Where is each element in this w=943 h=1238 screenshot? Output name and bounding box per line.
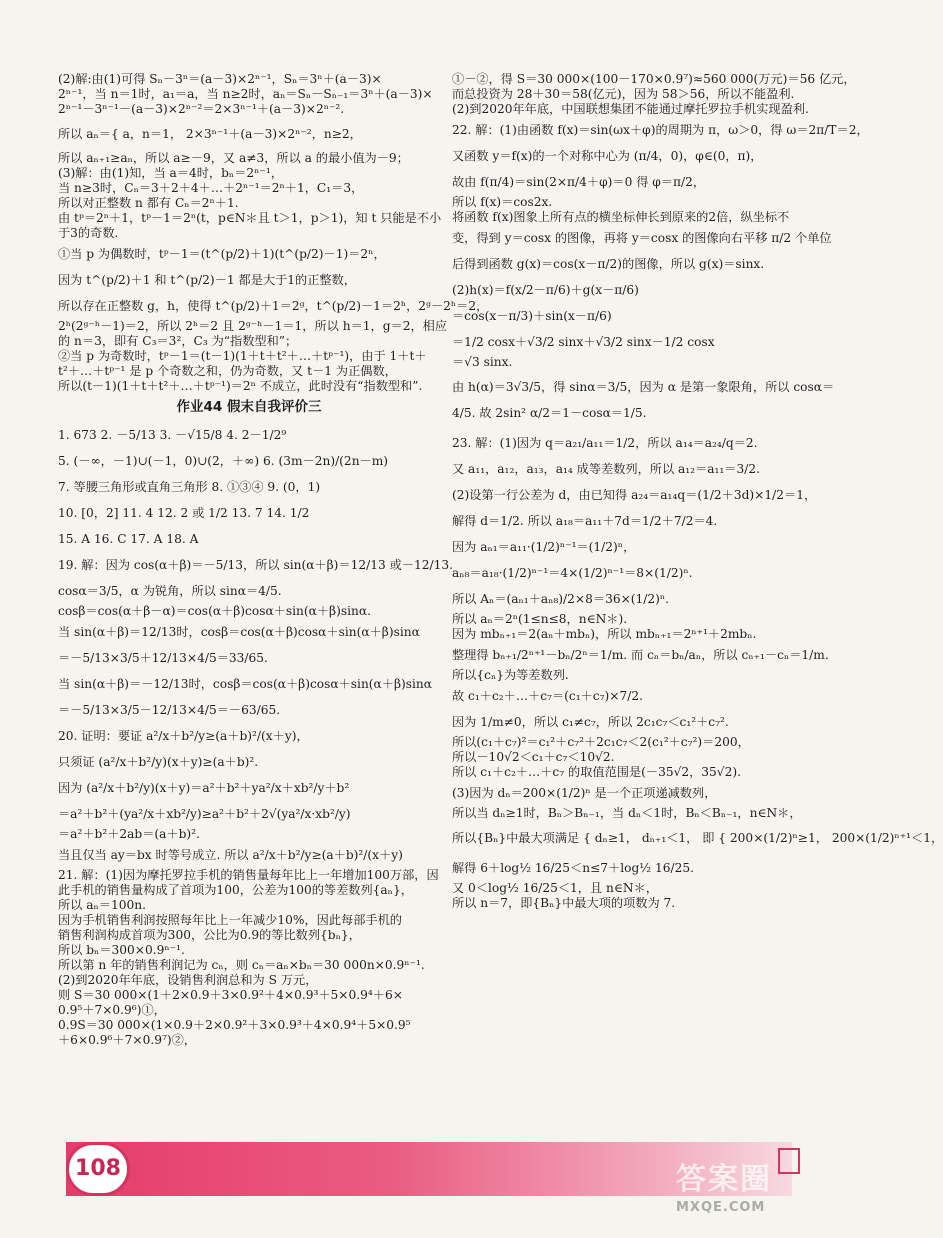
text-line: 变，得到 y＝cosx 的图像，再将 y＝cosx 的图像向右平移 π/2 个单位	[452, 231, 832, 245]
text-line: 因为 t^(p/2)＋1 和 t^(p/2)－1 都是大于1的正整数，	[58, 273, 356, 287]
text-line: 所以第 n 年的销售利润记为 cₙ，则 cₙ＝aₙ×bₙ＝30 000n×0.9ⁿ⁻¹.	[58, 958, 425, 972]
text-line: 所以 aₙ＝2ⁿ(1≤n≤8，n∈N＊).	[452, 612, 628, 626]
text-line: ＝－5/13×3/5＋12/13×4/5＝33/65.	[58, 651, 268, 665]
text-line: 所以存在正整数 g，h，使得 t^(p/2)＋1＝2ᵍ，t^(p/2)－1＝2ʰ，2ᵍ－2ʰ＝2，	[58, 299, 489, 313]
text-line: ＋6×0.9⁶＋7×0.9⁷)②，	[58, 1033, 196, 1047]
text-line: ①－②，得 S＝30 000×(100－170×0.9⁷)≈560 000(万元)＝56 亿元，	[452, 72, 856, 86]
text-line: 23. 解：(1)因为 q＝a₂₁/a₁₁＝1/2，所以 a₁₄＝a₂₄/q＝2.	[452, 436, 758, 450]
text-line: 22. 解：(1)由函数 f(x)＝sin(ωx＋φ)的周期为 π，ω＞0，得 ω＝2π/T＝2，	[452, 123, 869, 137]
text-line: t²＋…＋tᵖ⁻¹ 是 p 个奇数之和，仍为奇数，又 t－1 为正偶数，	[58, 364, 397, 378]
text-line: 0.9⁵＋7×0.9⁶)①，	[58, 1003, 166, 1017]
text-line: ＝a²＋b²＋(ya²/x＋xb²/y)≥a²＋b²＋2√(ya²/x·xb²/y)	[58, 807, 351, 821]
answer-line: 1. 673 2. －5/13 3. －√15/8 4. 2－1/2⁹	[58, 428, 287, 442]
text-line: 又函数 y＝f(x)的一个对称中心为 (π/4，0)，φ∈(0，π)，	[452, 149, 763, 163]
text-line: 所以当 dₙ≥1时，Bₙ＞Bₙ₋₁，当 dₙ＜1时，Bₙ＜Bₙ₋₁，n∈N＊，	[452, 806, 802, 820]
text-line: 当 sin(α＋β)＝－12/13时，cosβ＝cos(α＋β)cosα＋sin(α＋β)sinα	[58, 677, 432, 691]
answer-line: 5. (－∞，－1)∪(－1，0)∪(2，＋∞) 6. (3m－2n)/(2n－m)	[58, 454, 389, 468]
text-line: 因为 1/m≠0，所以 c₁≠c₇，所以 2c₁c₇＜c₁²＋c₇².	[452, 715, 729, 729]
answer-line: 15. A 16. C 17. A 18. A	[58, 532, 199, 546]
text-line: 所以 f(x)＝cos2x.	[452, 195, 553, 209]
text-line: 所以 aₙ₊₁≥aₙ，所以 a≥－9，又 a≠3，所以 a 的最小值为－9；	[58, 151, 409, 165]
text-line: 将函数 f(x)图象上所有点的横坐标伸长到原来的2倍，纵坐标不	[452, 210, 790, 224]
text-line: 后得到函数 g(x)＝cos(x－π/2)的图像，所以 g(x)＝sinx.	[452, 257, 765, 271]
text-line: 当且仅当 ay＝bx 时等号成立. 所以 a²/x＋b²/y≥(a＋b)²/(x＋y)	[58, 848, 403, 862]
text-line: 2ʰ(2ᵍ⁻ʰ－1)＝2，所以 2ʰ＝2 且 2ᵍ⁻ʰ－1＝1，所以 h＝1，g＝2，相应	[58, 319, 448, 333]
text-line: (2)到2020年年底，设销售利润总和为 S 万元，	[58, 973, 318, 987]
text-line: 由 tᵖ＝2ⁿ＋1，tᵖ－1＝2ⁿ(t，p∈N＊且 t＞1，p＞1)，知 t 只能是不小	[58, 211, 442, 225]
text-line: 整理得 bₙ₊₁/2ⁿ⁺¹－bₙ/2ⁿ＝1/m. 而 cₙ＝bₙ/aₙ，所以 cₙ₊₁－cₙ＝1/m.	[452, 648, 829, 662]
text-line: ＝－5/13×3/5－12/13×4/5＝－63/65.	[58, 703, 281, 717]
text-line: (3)解：由(1)知，当 a＝4时，bₙ＝2ⁿ⁻¹，	[58, 166, 283, 180]
page-number: 108	[66, 1142, 130, 1196]
text-line: 销售利润构成首项为300，公比为0.9的等比数列{bₙ}，	[58, 928, 361, 942]
text-line: 所以(c₁＋c₇)²＝c₁²＋c₇²＋2c₁c₇＜2(c₁²＋c₇²)＝200，	[452, 735, 750, 749]
text-line: 所以{Bₙ}中最大项满足 { dₙ≥1， dₙ₊₁＜1， 即 { 200×(1/2)ⁿ≥1， 200×(1/2)ⁿ⁺¹＜1，	[452, 831, 943, 845]
text-line: cosβ＝cos(α＋β－α)＝cos(α＋β)cosα＋sin(α＋β)sinα.	[58, 604, 371, 618]
text-line: (2)设第一行公差为 d，由已知得 a₂₄＝a₁₄q＝(1/2＋3d)×1/2＝1，	[452, 488, 817, 502]
text-line: 20. 证明：要证 a²/x＋b²/y≥(a＋b)²/(x＋y)，	[58, 729, 309, 743]
text-line: ①当 p 为偶数时，tᵖ－1＝(t^(p/2)＋1)(t^(p/2)－1)＝2ⁿ，	[58, 247, 386, 261]
watermark-url: MXQE.COM	[676, 1200, 766, 1215]
text-line: 因为手机销售利润按照每年比上一年减少10%，因此每部手机的	[58, 913, 402, 927]
watermark-logo: 答案圈	[676, 1162, 772, 1197]
watermark	[676, 1160, 794, 1230]
answer-line: 7. 等腰三角形或直角三角形 8. ①③④ 9. (0，1)	[58, 480, 321, 494]
answer-line: 10. [0，2] 11. 4 12. 2 或 1/2 13. 7 14. 1/2	[58, 506, 310, 520]
text-line: 则 S＝30 000×(1＋2×0.9＋3×0.9²＋4×0.9³＋5×0.9⁴＋6×	[58, 988, 403, 1002]
text-line: (2)解:由(1)可得 Sₙ－3ⁿ＝(a－3)×2ⁿ⁻¹，Sₙ＝3ⁿ＋(a－3)×	[58, 72, 382, 86]
text-line: 所以(t－1)(1＋t＋t²＋…＋tᵖ⁻¹)＝2ⁿ 不成立，此时没有“指数型和”.	[58, 379, 423, 393]
text-line: 又 a₁₁，a₁₂，a₁₃，a₁₄ 成等差数列，所以 a₁₂＝a₁₁＝3/2.	[452, 462, 760, 476]
text-line: 解得 d＝1/2. 所以 a₁₈＝a₁₁＋7d＝1/2＋7/2＝4.	[452, 514, 718, 528]
text-line: 所以 n＝7，即{Bₙ}中最大项的项数为 7.	[452, 896, 676, 910]
text-line: 所以 aₙ＝{ a，n＝1， 2×3ⁿ⁻¹＋(a－3)×2ⁿ⁻²，n≥2，	[58, 127, 362, 141]
text-line: (2)h(x)＝f(x/2－π/6)＋g(x－π/6)	[452, 283, 639, 297]
text-line: cosα＝3/5，α 为锐角，所以 sinα＝4/5.	[58, 584, 282, 598]
text-line: aₙ₈＝a₁₈·(1/2)ⁿ⁻¹＝4×(1/2)ⁿ⁻¹＝8×(1/2)ⁿ.	[452, 566, 693, 580]
section-title: 作业44 假末自我评价三	[176, 399, 322, 415]
text-line: ＝a²＋b²＋2ab＝(a＋b)².	[58, 827, 200, 841]
right-column	[452, 72, 943, 911]
text-line: 所以对正整数 n 都有 Cₙ＝2ⁿ＋1.	[58, 196, 239, 210]
text-line: 的 n＝3，即有 C₃＝3²，C₃ 为“指数型和”；	[58, 334, 298, 348]
text-line: 此手机的销售量构成了首项为100，公差为100的等差数列{aₙ}，	[58, 883, 413, 897]
text-line: 所以 bₙ＝300×0.9ⁿ⁻¹.	[58, 943, 185, 957]
text-line: 于3的奇数.	[58, 226, 119, 240]
text-line: 所以 Aₙ＝(aₙ₁＋aₙ₈)/2×8＝36×(1/2)ⁿ.	[452, 592, 670, 606]
text-line: 当 n≥3时，Cₙ＝3＋2＋4＋…＋2ⁿ⁻¹＝2ⁿ＋1，C₁＝3，	[58, 181, 364, 195]
text-line: 所以－10√2＜c₁＋c₇＜10√2.	[452, 750, 615, 764]
text-line: ＝√3 sinx.	[452, 355, 513, 369]
text-line: 2ⁿ⁻¹，当 n＝1时，a₁＝a，当 n≥2时，aₙ＝Sₙ－Sₙ₋₁＝3ⁿ＋(a－3)×	[58, 87, 433, 101]
text-line: 2ⁿ⁻¹－3ⁿ⁻¹－(a－3)×2ⁿ⁻²＝2×3ⁿ⁻¹＋(a－3)×2ⁿ⁻².	[58, 102, 345, 116]
text-line: 当 sin(α＋β)＝12/13时，cosβ＝cos(α＋β)cosα＋sin(α＋β)sinα	[58, 625, 420, 639]
text-line: 解得 6＋log½ 16/25＜n≤7＋log½ 16/25.	[452, 861, 694, 875]
text-line: 19. 解：因为 cos(α＋β)＝－5/13，所以 sin(α＋β)＝12/13 或－12/13.	[58, 558, 453, 572]
text-line: ＝1/2 cosx＋√3/2 sinx＋√3/2 sinx－1/2 cosx	[452, 335, 715, 349]
text-line: 故由 f(π/4)＝sin(2×π/4＋φ)＝0 得 φ＝π/2，	[452, 175, 706, 189]
text-line: 0.9S＝30 000×(1×0.9＋2×0.9²＋3×0.9³＋4×0.9⁴＋5×0.9⁵	[58, 1018, 411, 1032]
text-line: 21. 解：(1)因为摩托罗拉手机的销售量每年比上一年增加100万部，因	[58, 868, 439, 882]
text-line: 由 h(α)＝3√3/5，得 sinα＝3/5，因为 α 是第一象限角，所以 cosα＝	[452, 380, 835, 394]
text-line: 所以{cₙ}为等差数列.	[452, 668, 569, 682]
text-line: 又 0＜log½ 16/25＜1，且 n∈N＊，	[452, 881, 658, 895]
text-line: (2)到2020年年底，中国联想集团不能通过摩托罗拉手机实现盈利.	[452, 102, 809, 116]
text-line: 所以 c₁＋c₂＋…＋c₇ 的取值范围是(－35√2，35√2).	[452, 765, 741, 779]
text-line: 因为 (a²/x＋b²/y)(x＋y)＝a²＋b²＋ya²/x＋xb²/y＋b²	[58, 781, 350, 795]
text-line: 故 c₁＋c₂＋…＋c₇＝(c₁＋c₇)×7/2.	[452, 689, 643, 703]
text-line: 所以 aₙ＝100n.	[58, 898, 146, 912]
text-line: 因为 aₙ₁＝a₁₁·(1/2)ⁿ⁻¹＝(1/2)ⁿ，	[452, 540, 636, 554]
text-line: 只须证 (a²/x＋b²/y)(x＋y)≥(a＋b)².	[58, 755, 259, 769]
text-line: 因为 mbₙ₊₁＝2(aₙ＋mbₙ)，所以 mbₙ₊₁＝2ⁿ⁺¹＋2mbₙ.	[452, 627, 757, 641]
text-line: (3)因为 dₙ＝200×(1/2)ⁿ 是一个正项递减数列，	[452, 786, 717, 800]
text-line: ②当 p 为奇数时，tᵖ－1＝(t－1)(1＋t＋t²＋…＋tᵖ⁻¹)，由于 1＋t＋	[58, 349, 427, 363]
text-line: 4/5. 故 2sin² α/2＝1－cosα＝1/5.	[452, 406, 647, 420]
text-line: 而总投资为 28＋30＝58(亿元)，因为 58＞56，所以不能盈利.	[452, 87, 795, 101]
text-line: ＝cos(x－π/3)＋sin(x－π/6)	[452, 309, 612, 323]
